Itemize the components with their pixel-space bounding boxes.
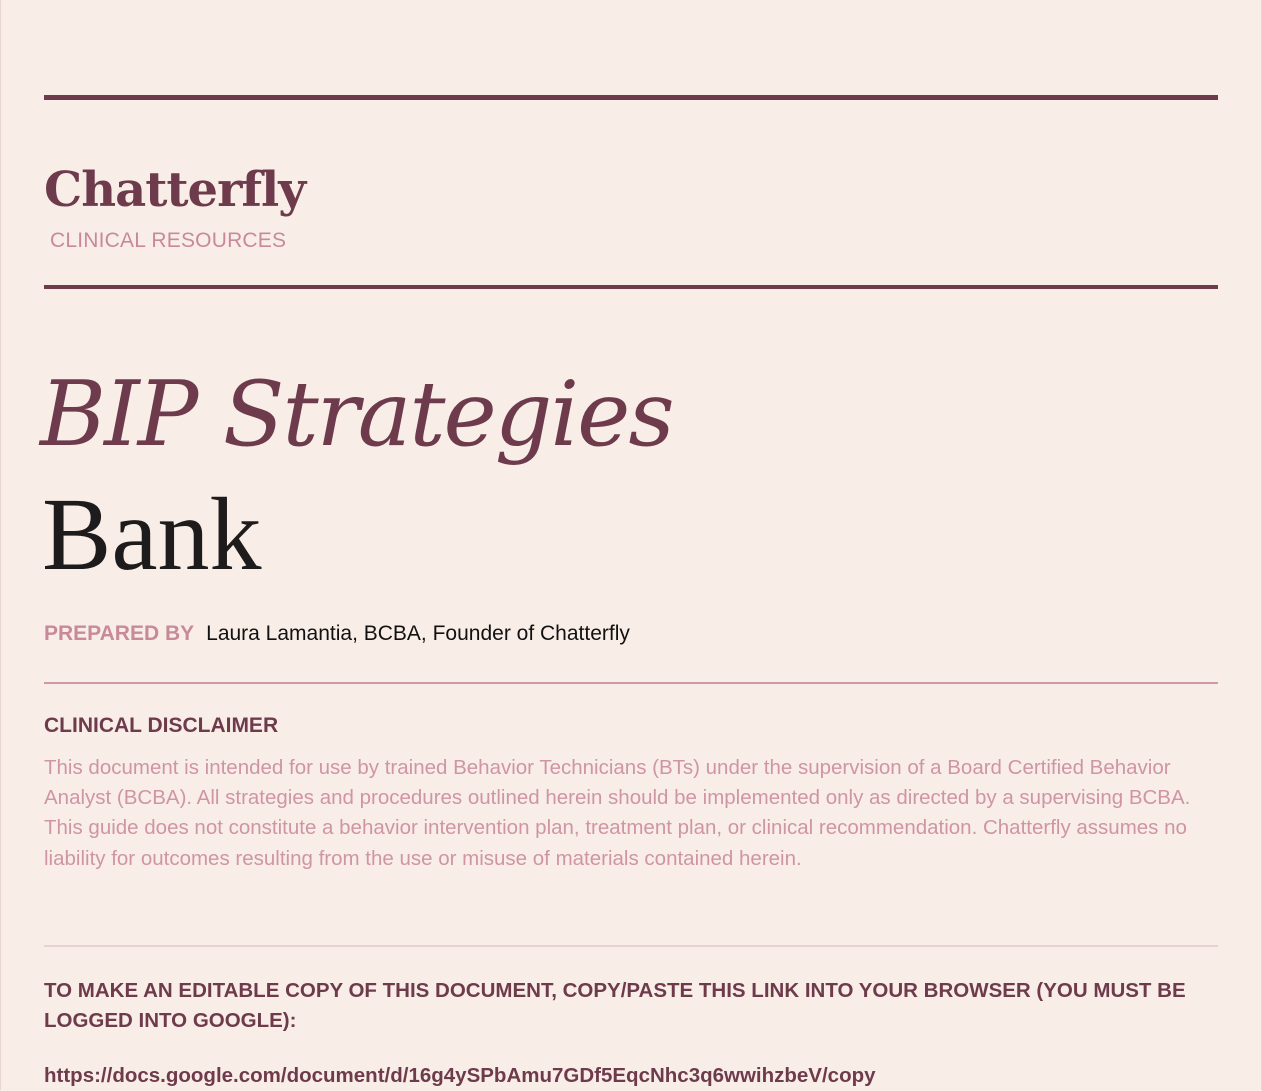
- disclaimer-body: This document is intended for use by trained Behavior Technicians (BTs) under the supervision of a Board Certified Behavior Analyst (BCBA). All strategies and procedures outlined herein should be implemented only as directed by a supervising BCBA. This guide does not constitute a behavior intervention plan, treatment plan, or clinical recommendation. Chatterfly assumes no liability for outcomes resulting from the use or misuse of materials contained herein.: [44, 756, 1191, 870]
- brand-name: Chatterfly: [44, 162, 306, 218]
- brand-divider: [44, 285, 1218, 289]
- top-divider: [44, 95, 1218, 100]
- prepared-by-label: PREPARED BY: [44, 622, 195, 645]
- copy-document-link[interactable]: https://docs.google.com/document/d/16g4ySPbAmu7GDf5EqcNhc3q6wwihzbeV/copy: [44, 1064, 876, 1087]
- faint-divider: [44, 945, 1218, 947]
- document-title-line1: BIP Strategies: [40, 362, 673, 467]
- prepared-by: [44, 620, 630, 648]
- prepared-by-value: Laura Lamantia, BCBA, Founder of Chatterfly: [206, 622, 630, 645]
- document-title-line2: Bank: [42, 477, 262, 592]
- disclaimer-heading: CLINICAL DISCLAIMER: [44, 714, 279, 737]
- copy-instructions-heading: TO MAKE AN EDITABLE COPY OF THIS DOCUMENT, COPY/PASTE THIS LINK INTO YOUR BROWSER (YOU MUST BE LOGGED INTO GOOGLE):: [44, 979, 1186, 1032]
- section-divider: [44, 682, 1218, 684]
- page-left-edge: [0, 0, 1, 1090]
- brand-subtitle: CLINICAL RESOURCES: [50, 229, 287, 252]
